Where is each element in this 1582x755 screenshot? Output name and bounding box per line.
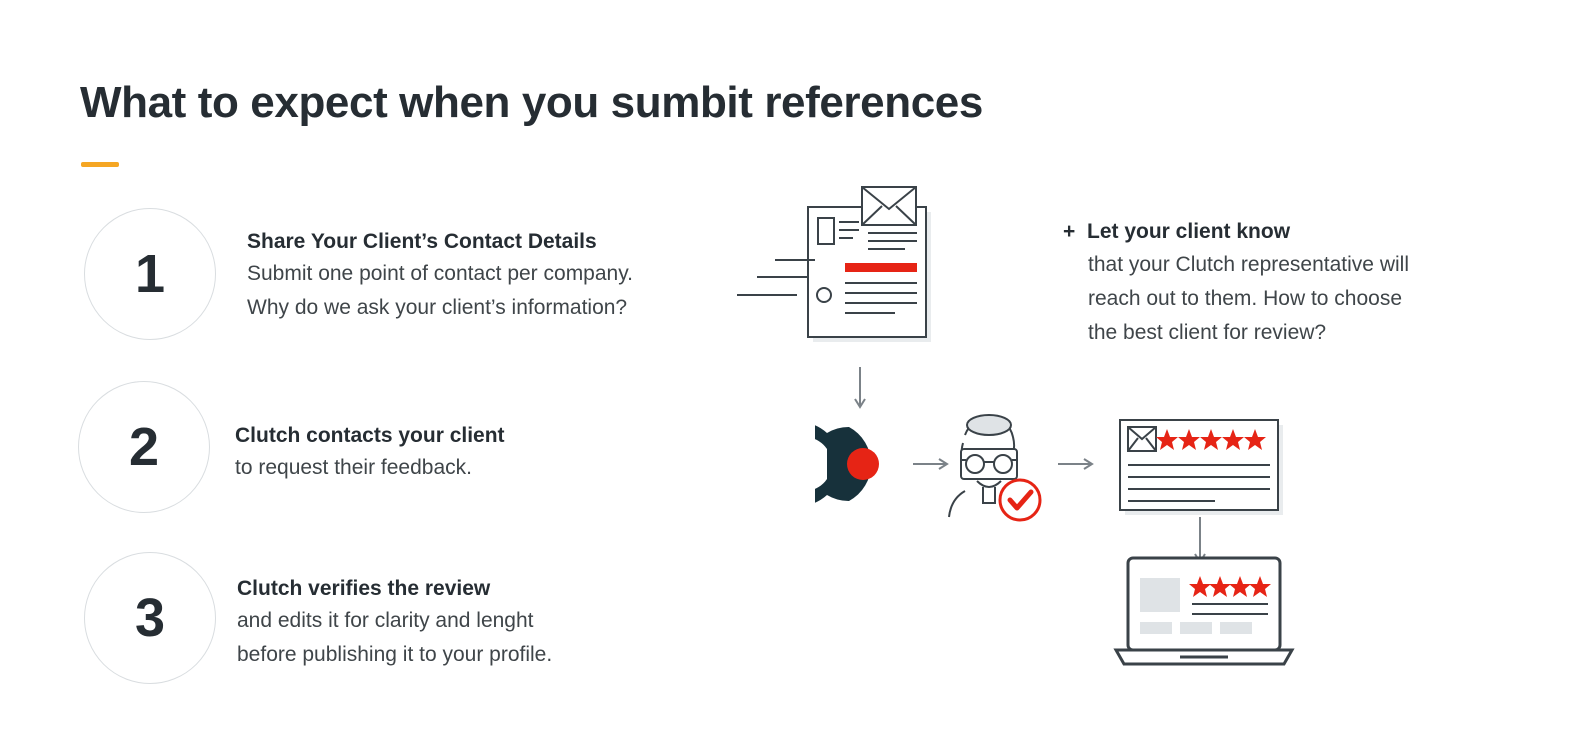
clutch-logo-icon: [815, 422, 879, 506]
arrow-icon: [855, 367, 865, 407]
step-title: Clutch contacts your client: [235, 424, 505, 447]
step-line: to request their feedback.: [235, 456, 472, 480]
note-heading-row: [1063, 216, 1493, 248]
step-line: before publishing it to your profile.: [237, 643, 553, 667]
step-text-block: [235, 381, 505, 485]
review-flow-illustration: [815, 365, 1315, 570]
step-text-block: [247, 208, 633, 325]
step-line: Why do we ask your client’s information?: [247, 296, 628, 320]
step-item-1: [84, 208, 633, 340]
client-note: [1063, 216, 1493, 350]
review-card-with-stars-icon: [1120, 420, 1283, 515]
note-heading: Let your client know: [1087, 220, 1291, 243]
step-number: 3: [134, 588, 166, 648]
step-number-circle: [78, 381, 210, 513]
step-number: 2: [128, 417, 160, 477]
title-underline-rule: [81, 162, 119, 167]
step-number: 1: [134, 244, 166, 304]
step-line: and edits it for clarity and lenght: [237, 609, 534, 633]
step-item-2: [78, 381, 505, 513]
arrow-icon: [913, 459, 947, 469]
laptop-review-icon: [1110, 552, 1300, 682]
step-number-circle: [84, 208, 216, 340]
step-item-3: [84, 552, 552, 684]
step-line: Submit one point of contact per company.: [247, 262, 633, 286]
note-line: that your Clutch representative will: [1088, 252, 1409, 276]
page-title: What to expect when you sumbit references: [80, 78, 983, 127]
step-title: Clutch verifies the review: [237, 577, 491, 600]
document-with-envelope-icon: [735, 185, 955, 360]
step-title: Share Your Client’s Contact Details: [247, 230, 597, 253]
plus-icon: +: [1063, 220, 1076, 243]
step-number-circle: [84, 552, 216, 684]
note-line: the best client for review?: [1088, 320, 1327, 344]
step-text-block: [237, 552, 552, 672]
arrow-icon: [1058, 459, 1092, 469]
note-line: reach out to them. How to choose: [1088, 286, 1403, 310]
person-verified-icon: [949, 415, 1040, 520]
